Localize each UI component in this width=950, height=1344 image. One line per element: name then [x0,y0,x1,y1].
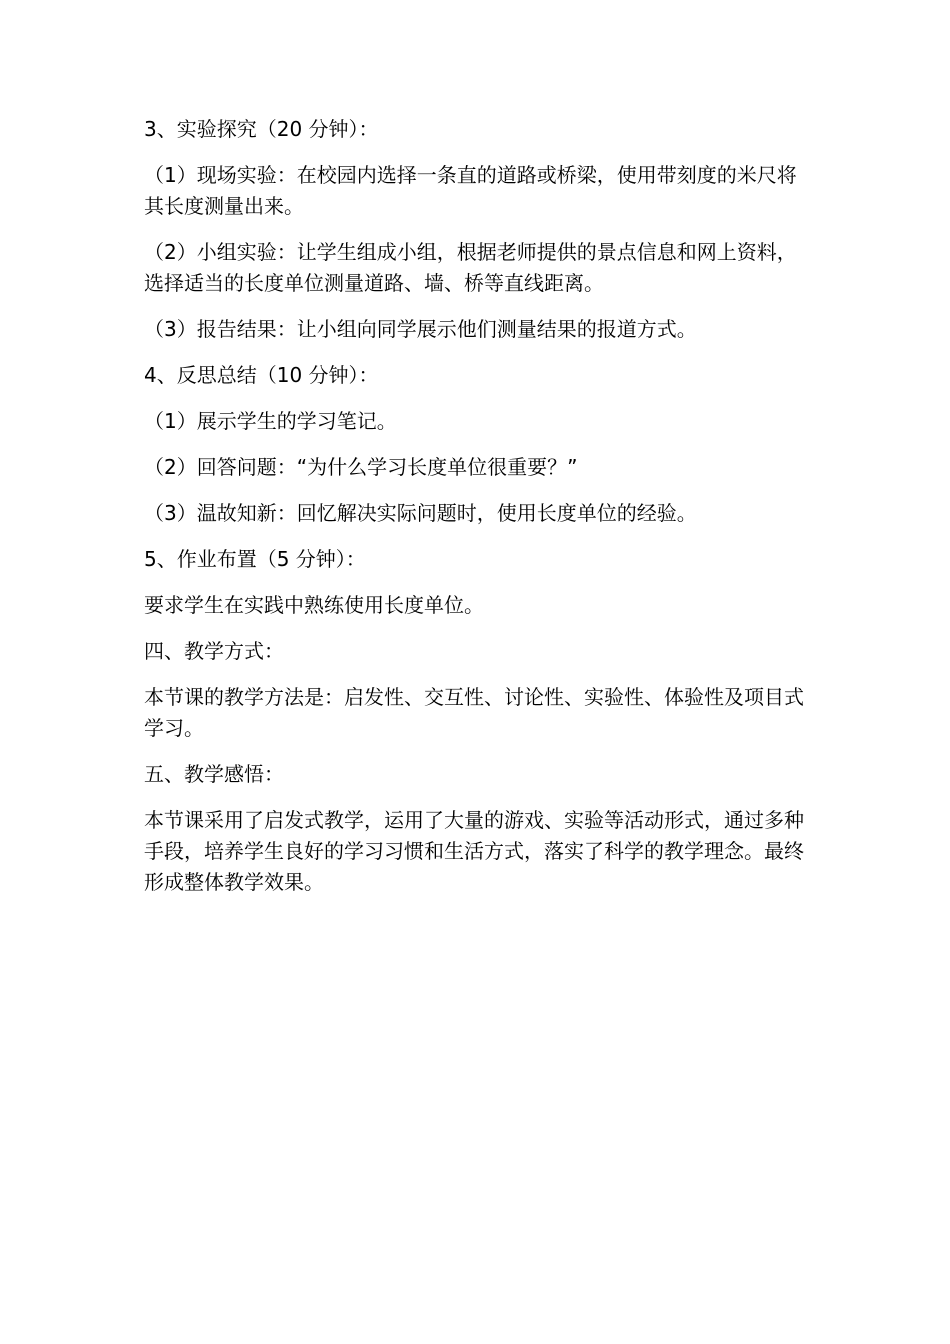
list-item-report-results: （3）报告结果：让小组向同学展示他们测量结果的报道方式。 [144,317,697,341]
section-heading-teaching-method: 四、教学方式： [144,639,284,663]
list-item-review: （3）温故知新：回忆解决实际问题时，使用长度单位的经验。 [144,501,697,525]
teaching-reflection-text: 本节课采用了启发式教学，运用了大量的游戏、实验等活动形式，通过多种手段，培养学生良好的学习习惯和生活方式，落实了科学的教学理念。最终形成整体教学效果。 [144,808,804,894]
section-heading-reflection: 4、反思总结（10 分钟）： [144,363,379,387]
list-item-show-notes: （1）展示学生的学习笔记。 [144,409,397,433]
list-item-answer-question: （2）回答问题：“为什么学习长度单位很重要？” [144,455,578,479]
section-heading-experiment: 3、实验探究（20 分钟）： [144,117,379,141]
section-heading-teaching-reflection: 五、教学感悟： [144,762,284,786]
teaching-method-text: 本节课的教学方法是：启发性、交互性、讨论性、实验性、体验性及项目式学习。 [144,685,804,740]
list-item-group-experiment: （2）小组实验：让学生组成小组，根据老师提供的景点信息和网上资料，选择适当的长度单位测量道路、墙、桥等直线距离。 [144,240,797,295]
document-body [144,114,809,913]
section-heading-homework: 5、作业布置（5 分钟）： [144,547,366,571]
homework-text: 要求学生在实践中熟练使用长度单位。 [144,593,484,617]
list-item-field-experiment: （1）现场实验：在校园内选择一条直的道路或桥梁，使用带刻度的米尺将其长度测量出来。 [144,163,797,218]
